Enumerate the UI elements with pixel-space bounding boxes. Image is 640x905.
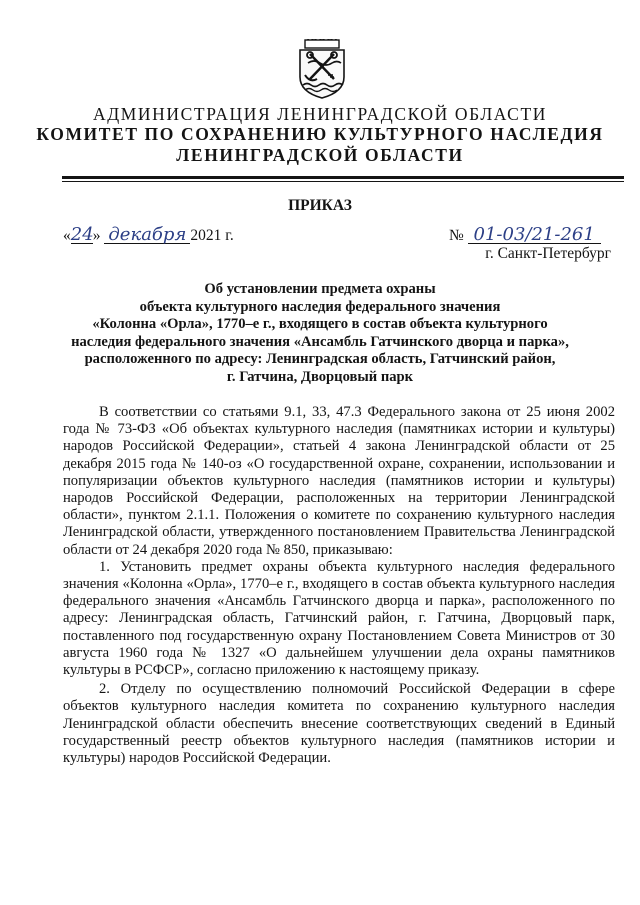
date-open-quote: «	[63, 227, 71, 244]
header-rule-thin	[62, 181, 624, 182]
date-close-quote: »	[92, 227, 101, 244]
date-day: 24	[70, 224, 94, 245]
subject-line: Об установлении предмета охраны	[204, 281, 436, 297]
preamble-paragraph: В соответствии со статьями 9.1, 33, 47.3 Федерального закона от 25 июня 2002 года № 73-ФЗ «Об объектах культурного наследия (памятниках истории и культуры) народов Российской Федерации», статьей 4 закона Ленинградской области от 25 декабря 2015 года № 140-оз «О государственной охране, сохранении, использовании и популяризации объектов культурного наследия (памятников истории и культуры) народов Российской Федерации, расположенных на территории Ленинградской области», пунктом 2.1.1. Положения о комитете по сохранению культурного наследия Ленинградской области, утвержденного постановлением Правительства Ленинградской области от 24 декабря 2020 года № 850, приказываю:	[63, 404, 615, 558]
subject-line: расположенного по адресу: Ленинградская область, Гатчинский район,	[84, 351, 556, 368]
header-rule-thick	[62, 176, 624, 179]
committee-name-line1: КОМИТЕТ ПО СОХРАНЕНИЮ КУЛЬТУРНОГО НАСЛЕДИЯ	[36, 124, 604, 144]
order-number	[449, 226, 601, 245]
subject-line: «Колонна «Орла», 1770–е г., входящего в состав объекта культурного	[92, 316, 548, 333]
subject-line: наследия федерального значения «Ансамбль Гатчинского дворца и парка»,	[71, 333, 569, 350]
agency-name: АДМИНИСТРАЦИЯ ЛЕНИНГРАДСКОЙ ОБЛАСТИ	[93, 104, 547, 124]
order-date	[63, 226, 234, 245]
order-item-1: 1. Установить предмет охраны объекта культурного наследия федерального значения «Колонна «Орла», 1770–е г., входящего в состав объекта культурного наследия федерального значения «Ансамбль Гатчинского дворца и парка», расположенного по адресу: Ленинградская область, Гатчинский район, г. Гатчина, Дворцовый парк, поставленного под государственную охрану Постановлением Совета Министров от 30 августа 1960 года № 1327 «О дальнейшем улучшении дела охраны памятников культуры в РСФСР», согласно приложению к настоящему приказу.	[63, 558, 615, 679]
number-value: 01-03/21-261	[468, 226, 601, 244]
coat-of-arms-icon	[297, 39, 347, 99]
date-year: 2021 г.	[190, 227, 234, 244]
order-body	[63, 404, 615, 767]
committee-name-line2: ЛЕНИНГРАДСКОЙ ОБЛАСТИ	[176, 145, 464, 165]
subject-line: объекта культурного наследия федерального значения	[139, 298, 501, 315]
date-month: декабря	[104, 226, 190, 244]
order-title: ПРИКАЗ	[288, 197, 352, 214]
subject-line: г. Гатчина, Дворцовый парк	[226, 368, 414, 385]
order-subject	[0, 281, 640, 387]
order-item-2: 2. Отделу по осуществлению полномочий Российской Федерации в сфере объектов культурного наследия комитета по сохранению культурного наследия Ленинградской области обеспечить внесение соответствующих сведений в Единый государственный реестр объектов культурного наследия (памятников истории и культуры) народов Российской Федерации.	[63, 681, 615, 767]
number-label: №	[449, 227, 464, 244]
issuing-city: г. Санкт-Петербург	[485, 245, 611, 262]
